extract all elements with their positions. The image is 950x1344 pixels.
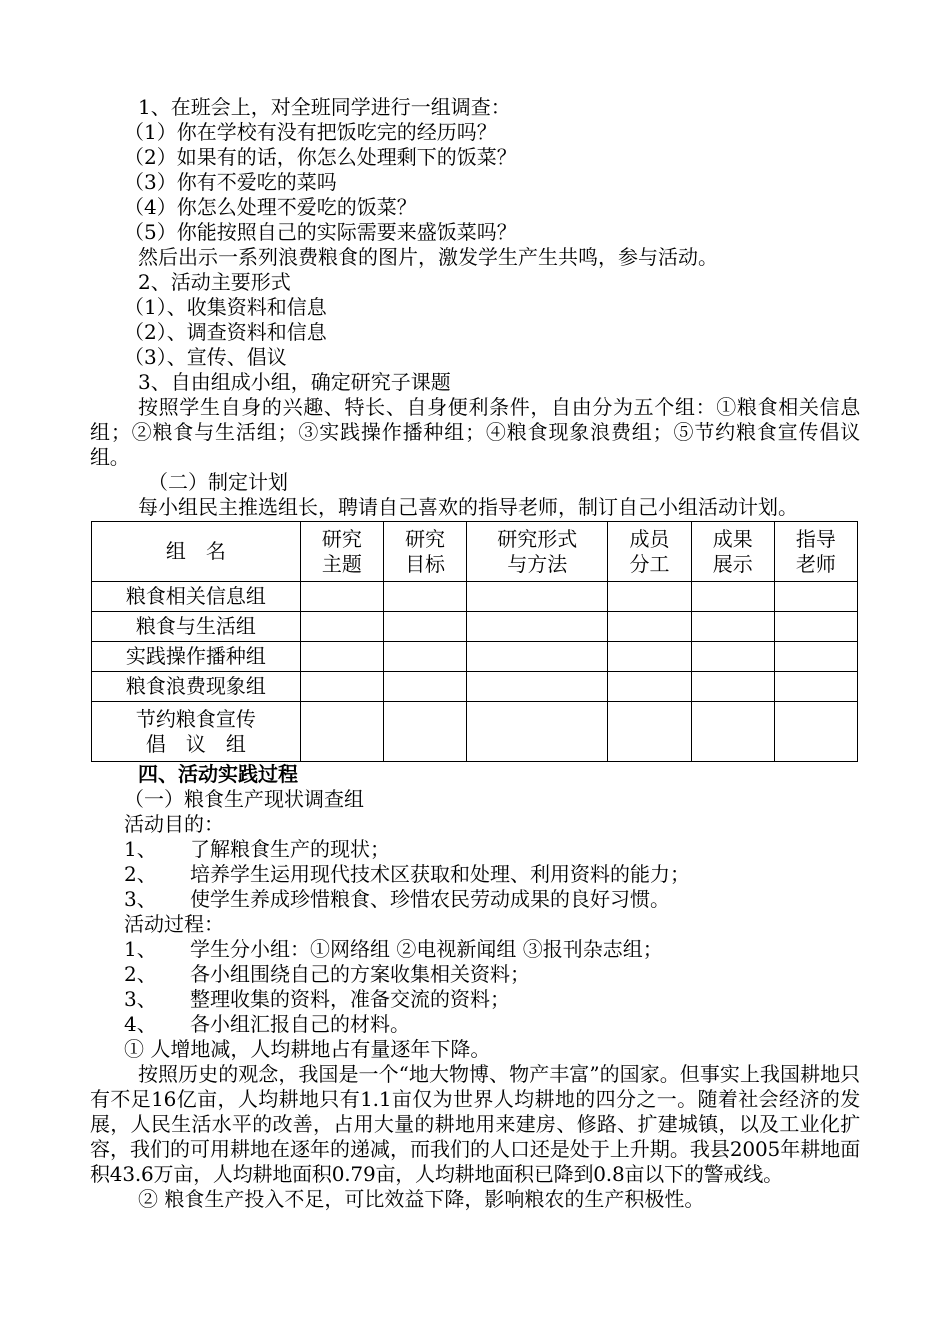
forms-heading: 2、活动主要形式	[138, 270, 291, 294]
table-cell	[300, 612, 383, 642]
table-cell	[774, 582, 857, 612]
header-text: 研究	[321, 526, 362, 551]
header-text: 组 名	[165, 539, 226, 563]
table-row	[92, 642, 858, 672]
group-name-cell: 粮食与生活组	[92, 612, 301, 642]
survey-question: （5）你能按照自己的实际需要来盛饭菜吗？	[124, 220, 517, 244]
groups-heading: 3、自由组成小组，确定研究子课题	[138, 370, 451, 394]
practice-heading: 四、活动实践过程	[138, 762, 298, 786]
table-cell	[467, 702, 608, 762]
process-step	[90, 962, 860, 987]
item-number: 2、	[124, 862, 157, 886]
item-number: 2、	[124, 962, 157, 986]
header-text: 分工	[629, 551, 670, 576]
group-name-line: 倡 议 组	[145, 731, 246, 756]
table-cell	[608, 672, 691, 702]
table-cell	[774, 702, 857, 762]
table-cell	[467, 672, 608, 702]
header-text: 老师	[795, 551, 836, 576]
header-cell	[691, 522, 774, 582]
table-cell	[383, 582, 466, 612]
purpose-label: 活动目的：	[124, 812, 224, 836]
item-number: 3、	[124, 887, 157, 911]
header-text: 研究形式	[497, 526, 578, 551]
group-name-cell: 粮食相关信息组	[92, 582, 301, 612]
table-cell	[774, 612, 857, 642]
table-cell	[608, 612, 691, 642]
survey-question: （1）你在学校有没有把饭吃完的经历吗？	[124, 120, 497, 144]
header-text: 成果	[712, 526, 753, 551]
practice-subheading: （一）粮食生产现状调查组	[124, 787, 364, 811]
item-text: 了解粮食生产的现状；	[190, 837, 390, 861]
table-row	[92, 582, 858, 612]
table-cell	[383, 702, 466, 762]
forms-item: （3）、宣传、倡议	[124, 345, 287, 369]
table-cell	[691, 672, 774, 702]
forms-item: （1）、收集资料和信息	[124, 295, 327, 319]
group-name-cell: 实践操作播种组	[92, 642, 301, 672]
table-cell	[383, 642, 466, 672]
table-cell	[383, 672, 466, 702]
finding-paragraph: 按照历史的观念，我国是一个“地大物博、物产丰富”的国家。但事实上我国耕地只有不足16亿亩，人均耕地只有1.1亩仅为世界人均耕地的四分之一。随着社会经济的发展，人民生活水平的改善，占用大量的耕地用来建房、修路、扩建城镇，以及工业化扩容，我们的可用耕地在逐年的递减，而我们的人口还是处于上升期。我县2005年耕地面积43.6万亩，人均耕地面积0.79亩，人均耕地面积已降到0.8亩以下的警戒线。	[90, 1062, 860, 1186]
process-step	[90, 1012, 860, 1037]
process-label: 活动过程：	[124, 912, 224, 936]
survey-heading: 1、在班会上，对全班同学进行一组调查：	[138, 95, 511, 119]
header-text: 成员	[629, 526, 670, 551]
header-text: 展示	[712, 551, 753, 576]
table-row	[92, 612, 858, 642]
table-cell	[608, 582, 691, 612]
header-cell	[300, 522, 383, 582]
table-cell	[467, 582, 608, 612]
table-cell	[608, 702, 691, 762]
table-cell	[300, 642, 383, 672]
item-text: 学生分小组：①网络组 ②电视新闻组 ③报刊杂志组；	[190, 937, 663, 961]
finding-heading: ② 粮食生产投入不足，可比效益下降，影响粮农的生产积极性。	[138, 1187, 705, 1211]
plan-intro: 每小组民主推选组长，聘请自己喜欢的指导老师，制订自己小组活动计划。	[138, 495, 798, 519]
header-cell	[383, 522, 466, 582]
group-name-line: 节约粮食宣传	[135, 706, 256, 731]
forms-item: （2）、调查资料和信息	[124, 320, 327, 344]
header-text: 主题	[321, 551, 362, 576]
purpose-item	[90, 862, 860, 887]
group-name-cell: 粮食浪费现象组	[92, 672, 301, 702]
item-number: 1、	[124, 937, 157, 961]
table-cell	[300, 672, 383, 702]
purpose-item	[90, 887, 860, 912]
purpose-item	[90, 837, 860, 862]
document-body	[90, 95, 860, 1212]
table-cell	[608, 642, 691, 672]
plan-table	[91, 521, 858, 762]
table-cell	[467, 642, 608, 672]
survey-question: （2）如果有的话，你怎么处理剩下的饭菜？	[124, 145, 517, 169]
survey-followup: 然后出示一系列浪费粮食的图片，激发学生产生共鸣，参与活动。	[138, 245, 718, 269]
header-cell	[608, 522, 691, 582]
header-cell	[92, 522, 301, 582]
header-cell	[467, 522, 608, 582]
item-number: 3、	[124, 987, 157, 1011]
table-row	[92, 672, 858, 702]
item-text: 使学生养成珍惜粮食、珍惜农民劳动成果的良好习惯。	[190, 887, 670, 911]
table-header-row	[92, 522, 858, 582]
table-cell	[467, 612, 608, 642]
survey-question: （4）你怎么处理不爱吃的饭菜？	[124, 195, 417, 219]
table-cell	[691, 642, 774, 672]
table-cell	[300, 702, 383, 762]
process-step	[90, 987, 860, 1012]
header-text: 与方法	[507, 551, 568, 576]
item-number: 4、	[124, 1012, 157, 1036]
plan-heading: （二）制定计划	[148, 470, 288, 494]
table-cell	[691, 612, 774, 642]
item-text: 各小组围绕自己的方案收集相关资料；	[190, 962, 530, 986]
table-row	[92, 702, 858, 762]
table-cell	[691, 702, 774, 762]
table-cell	[300, 582, 383, 612]
survey-question: （3）你有不爱吃的菜吗	[124, 170, 337, 194]
group-name-cell	[92, 702, 301, 762]
process-step	[90, 937, 860, 962]
item-number: 1、	[124, 837, 157, 861]
table-cell	[774, 642, 857, 672]
item-text: 各小组汇报自己的材料。	[190, 1012, 410, 1036]
table-cell	[691, 582, 774, 612]
table-cell	[383, 612, 466, 642]
header-cell	[774, 522, 857, 582]
header-text: 目标	[405, 551, 446, 576]
header-text: 研究	[405, 526, 446, 551]
header-text: 指导	[795, 526, 836, 551]
item-text: 培养学生运用现代技术区获取和处理、利用资料的能力；	[190, 862, 690, 886]
item-text: 整理收集的资料，准备交流的资料；	[190, 987, 510, 1011]
table-cell	[774, 672, 857, 702]
finding-heading: ① 人增地减，人均耕地占有量逐年下降。	[124, 1037, 491, 1061]
groups-paragraph: 按照学生自身的兴趣、特长、自身便利条件，自由分为五个组：①粮食相关信息组；②粮食与生活组；③实践操作播种组；④粮食现象浪费组；⑤节约粮食宣传倡议组。	[90, 395, 860, 469]
